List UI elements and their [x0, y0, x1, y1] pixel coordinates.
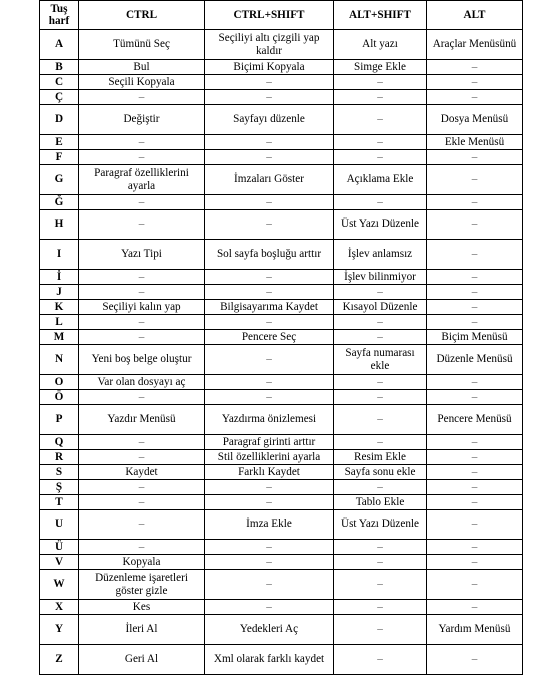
table-row	[40, 375, 523, 390]
cell-ctrl: –	[79, 390, 205, 405]
cell-alt-shift: –	[334, 375, 427, 390]
cell-ctrl-shift: –	[205, 315, 334, 330]
cell-alt: –	[427, 375, 523, 390]
cell-ctrl: Geri Al	[79, 645, 205, 675]
table-row	[40, 495, 523, 510]
cell-alt: –	[427, 75, 523, 90]
cell-ctrl-shift: Yedekleri Aç	[205, 615, 334, 645]
cell-alt-shift: –	[334, 315, 427, 330]
cell-key: X	[40, 600, 79, 615]
cell-alt-shift: İşlev bilinmiyor	[334, 270, 427, 285]
table-row	[40, 615, 523, 645]
cell-ctrl: –	[79, 150, 205, 165]
cell-ctrl-shift: Seçiliyi altı çizgili yap kaldır	[205, 30, 334, 60]
cell-ctrl-shift: –	[205, 480, 334, 495]
cell-alt: –	[427, 450, 523, 465]
cell-alt: Dosya Menüsü	[427, 105, 523, 135]
table-row	[40, 330, 523, 345]
table-row	[40, 465, 523, 480]
cell-alt-shift: –	[334, 480, 427, 495]
table-row	[40, 570, 523, 600]
cell-key: P	[40, 405, 79, 435]
cell-ctrl: Seçiliyi kalın yap	[79, 300, 205, 315]
cell-ctrl-shift: –	[205, 75, 334, 90]
cell-ctrl-shift: Yazdırma önizlemesi	[205, 405, 334, 435]
cell-alt: –	[427, 540, 523, 555]
cell-ctrl-shift: –	[205, 210, 334, 240]
cell-ctrl-shift: –	[205, 375, 334, 390]
cell-ctrl: –	[79, 510, 205, 540]
cell-alt: Düzenle Menüsü	[427, 345, 523, 375]
cell-ctrl: –	[79, 480, 205, 495]
cell-alt-shift: Tablo Ekle	[334, 495, 427, 510]
cell-ctrl: Var olan dosyayı aç	[79, 375, 205, 390]
cell-ctrl: –	[79, 315, 205, 330]
cell-ctrl-shift: –	[205, 285, 334, 300]
cell-alt: Yardım Menüsü	[427, 615, 523, 645]
table-row	[40, 270, 523, 285]
cell-ctrl: Tümünü Seç	[79, 30, 205, 60]
cell-alt: –	[427, 390, 523, 405]
cell-ctrl-shift: –	[205, 540, 334, 555]
table-row	[40, 165, 523, 195]
cell-alt-shift: –	[334, 150, 427, 165]
cell-key: W	[40, 570, 79, 600]
cell-key: G	[40, 165, 79, 195]
cell-key: Ğ	[40, 195, 79, 210]
cell-alt: –	[427, 270, 523, 285]
cell-alt: Pencere Menüsü	[427, 405, 523, 435]
cell-alt-shift: –	[334, 570, 427, 600]
cell-alt: –	[427, 510, 523, 540]
cell-key: B	[40, 60, 79, 75]
cell-ctrl: Kes	[79, 600, 205, 615]
cell-alt: –	[427, 300, 523, 315]
cell-key: M	[40, 330, 79, 345]
table-row	[40, 75, 523, 90]
cell-alt: –	[427, 495, 523, 510]
cell-key: Ü	[40, 540, 79, 555]
cell-key: N	[40, 345, 79, 375]
cell-alt: –	[427, 150, 523, 165]
header-key: Tuş harf	[40, 1, 79, 30]
cell-alt-shift: Simge Ekle	[334, 60, 427, 75]
cell-alt: –	[427, 60, 523, 75]
cell-ctrl-shift: –	[205, 150, 334, 165]
cell-alt-shift: –	[334, 600, 427, 615]
cell-alt: Biçim Menüsü	[427, 330, 523, 345]
cell-alt-shift: –	[334, 195, 427, 210]
cell-ctrl: Yeni boş belge oluştur	[79, 345, 205, 375]
cell-alt: –	[427, 195, 523, 210]
cell-alt-shift: –	[334, 75, 427, 90]
cell-alt-shift: İşlev anlamsız	[334, 240, 427, 270]
cell-ctrl-shift: Sayfayı düzenle	[205, 105, 334, 135]
cell-key: Ö	[40, 390, 79, 405]
cell-alt: –	[427, 465, 523, 480]
cell-alt: Araçlar Menüsünü	[427, 30, 523, 60]
table-row	[40, 135, 523, 150]
cell-ctrl: –	[79, 210, 205, 240]
cell-ctrl-shift: Pencere Seç	[205, 330, 334, 345]
cell-key: F	[40, 150, 79, 165]
table-row	[40, 105, 523, 135]
table-row	[40, 345, 523, 375]
table-row	[40, 600, 523, 615]
cell-key: C	[40, 75, 79, 90]
header-alt: ALT	[427, 1, 523, 30]
header-ctrl: CTRL	[79, 1, 205, 30]
cell-ctrl: –	[79, 90, 205, 105]
cell-alt-shift: –	[334, 405, 427, 435]
cell-ctrl-shift: İmza Ekle	[205, 510, 334, 540]
cell-ctrl-shift: –	[205, 195, 334, 210]
cell-ctrl-shift: Xml olarak farklı kaydet	[205, 645, 334, 675]
cell-ctrl-shift: –	[205, 390, 334, 405]
cell-alt-shift: –	[334, 645, 427, 675]
cell-alt-shift: –	[334, 90, 427, 105]
cell-key: E	[40, 135, 79, 150]
table-row	[40, 210, 523, 240]
cell-alt-shift: Üst Yazı Düzenle	[334, 510, 427, 540]
cell-alt-shift: –	[334, 285, 427, 300]
cell-ctrl: –	[79, 285, 205, 300]
table-row	[40, 150, 523, 165]
cell-alt-shift: Sayfa sonu ekle	[334, 465, 427, 480]
cell-key: Z	[40, 645, 79, 675]
table-row	[40, 390, 523, 405]
cell-key: Ş	[40, 480, 79, 495]
table-row	[40, 450, 523, 465]
cell-ctrl: Seçili Kopyala	[79, 75, 205, 90]
cell-ctrl: –	[79, 135, 205, 150]
cell-alt-shift: Alt yazı	[334, 30, 427, 60]
cell-ctrl-shift: Biçimi Kopyala	[205, 60, 334, 75]
table-row	[40, 510, 523, 540]
table-row	[40, 30, 523, 60]
table-row	[40, 300, 523, 315]
cell-ctrl-shift: İmzaları Göster	[205, 165, 334, 195]
table-row	[40, 90, 523, 105]
cell-key: T	[40, 495, 79, 510]
cell-alt: –	[427, 90, 523, 105]
cell-alt: Ekle Menüsü	[427, 135, 523, 150]
shortcut-table-container	[39, 0, 522, 675]
cell-ctrl: –	[79, 270, 205, 285]
cell-key: İ	[40, 270, 79, 285]
cell-ctrl: Düzenleme işaretleri göster gizle	[79, 570, 205, 600]
cell-ctrl-shift: –	[205, 90, 334, 105]
cell-alt-shift: Sayfa numarası ekle	[334, 345, 427, 375]
table-body	[40, 30, 523, 675]
cell-alt-shift: –	[334, 135, 427, 150]
cell-alt: –	[427, 240, 523, 270]
cell-ctrl-shift: Stil özelliklerini ayarla	[205, 450, 334, 465]
header-alt-shift: ALT+SHIFT	[334, 1, 427, 30]
cell-key: O	[40, 375, 79, 390]
table-row	[40, 240, 523, 270]
cell-alt-shift: –	[334, 615, 427, 645]
cell-alt-shift: Üst Yazı Düzenle	[334, 210, 427, 240]
cell-ctrl: –	[79, 495, 205, 510]
cell-alt-shift: Kısayol Düzenle	[334, 300, 427, 315]
cell-key: U	[40, 510, 79, 540]
cell-ctrl: İleri Al	[79, 615, 205, 645]
cell-ctrl: Bul	[79, 60, 205, 75]
cell-ctrl: Paragraf özelliklerini ayarla	[79, 165, 205, 195]
cell-ctrl: –	[79, 450, 205, 465]
cell-key: Ç	[40, 90, 79, 105]
cell-alt-shift: –	[334, 435, 427, 450]
header-row	[40, 1, 523, 30]
cell-key: S	[40, 465, 79, 480]
cell-key: K	[40, 300, 79, 315]
table-row	[40, 555, 523, 570]
table-row	[40, 435, 523, 450]
cell-alt: –	[427, 600, 523, 615]
cell-alt-shift: Resim Ekle	[334, 450, 427, 465]
cell-ctrl-shift: –	[205, 270, 334, 285]
cell-ctrl: –	[79, 540, 205, 555]
cell-ctrl: Yazdır Menüsü	[79, 405, 205, 435]
cell-key: V	[40, 555, 79, 570]
cell-key: Y	[40, 615, 79, 645]
cell-ctrl-shift: –	[205, 570, 334, 600]
cell-key: H	[40, 210, 79, 240]
cell-alt-shift: –	[334, 555, 427, 570]
cell-ctrl: –	[79, 195, 205, 210]
table-row	[40, 60, 523, 75]
table-row	[40, 405, 523, 435]
cell-ctrl-shift: Paragraf girinti arttır	[205, 435, 334, 450]
cell-alt-shift: –	[334, 390, 427, 405]
cell-alt: –	[427, 570, 523, 600]
table-row	[40, 195, 523, 210]
cell-key: Q	[40, 435, 79, 450]
cell-alt: –	[427, 315, 523, 330]
cell-ctrl: –	[79, 330, 205, 345]
cell-alt-shift: –	[334, 540, 427, 555]
cell-key: R	[40, 450, 79, 465]
cell-ctrl-shift: Bilgisayarıma Kaydet	[205, 300, 334, 315]
cell-alt: –	[427, 645, 523, 675]
cell-key: L	[40, 315, 79, 330]
cell-ctrl: –	[79, 435, 205, 450]
cell-ctrl-shift: –	[205, 495, 334, 510]
table-row	[40, 480, 523, 495]
cell-alt: –	[427, 435, 523, 450]
cell-alt-shift: Açıklama Ekle	[334, 165, 427, 195]
cell-ctrl-shift: –	[205, 345, 334, 375]
table-row	[40, 315, 523, 330]
cell-alt: –	[427, 210, 523, 240]
header-ctrl-shift: CTRL+SHIFT	[205, 1, 334, 30]
table-row	[40, 540, 523, 555]
cell-alt: –	[427, 285, 523, 300]
cell-key: J	[40, 285, 79, 300]
table-row	[40, 285, 523, 300]
cell-key: I	[40, 240, 79, 270]
cell-key: D	[40, 105, 79, 135]
cell-ctrl: Kopyala	[79, 555, 205, 570]
table-row	[40, 645, 523, 675]
cell-alt: –	[427, 480, 523, 495]
cell-ctrl: Değiştir	[79, 105, 205, 135]
cell-ctrl-shift: –	[205, 600, 334, 615]
shortcut-table	[39, 0, 523, 675]
cell-ctrl-shift: –	[205, 555, 334, 570]
cell-alt: –	[427, 165, 523, 195]
cell-key: A	[40, 30, 79, 60]
cell-ctrl-shift: Farklı Kaydet	[205, 465, 334, 480]
cell-alt-shift: –	[334, 330, 427, 345]
cell-alt: –	[427, 555, 523, 570]
cell-ctrl: Yazı Tipi	[79, 240, 205, 270]
cell-ctrl: Kaydet	[79, 465, 205, 480]
cell-alt-shift: –	[334, 105, 427, 135]
cell-ctrl-shift: –	[205, 135, 334, 150]
cell-ctrl-shift: Sol sayfa boşluğu arttır	[205, 240, 334, 270]
